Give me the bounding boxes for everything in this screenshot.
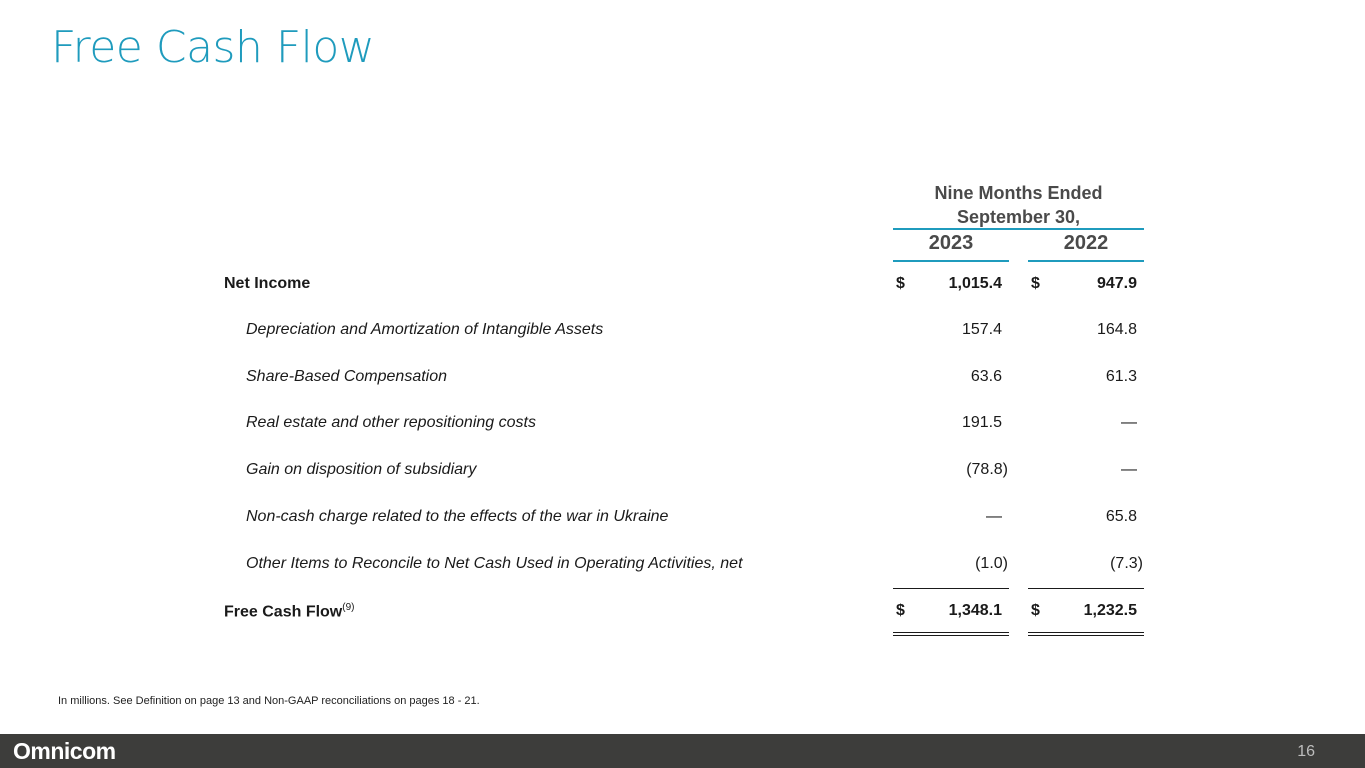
- column-group-header: [893, 181, 1144, 229]
- currency-symbol: $: [896, 602, 905, 619]
- value-2022: 65.8: [1105, 508, 1137, 525]
- footnote: In millions. See Definition on page 13 and Non-GAAP reconciliations on pages 18 - 21.: [58, 695, 480, 707]
- subtotal-rule-2022: [1028, 588, 1144, 589]
- footer-bar: [0, 734, 1365, 768]
- value-2022: 164.8: [1096, 321, 1137, 338]
- value-2022: 947.9: [1096, 275, 1137, 292]
- value-2023: (1.0): [975, 555, 1008, 572]
- total-value-2022: 1,232.5: [1083, 602, 1137, 619]
- page-number: 16: [1297, 743, 1315, 760]
- year-header-2023: 2023: [928, 232, 974, 254]
- row-label-non-cash-ukraine: Non-cash charge related to the effects of the war in Ukraine: [246, 508, 669, 525]
- total-value-2023: 1,348.1: [948, 602, 1002, 619]
- year-rule-2022: [1028, 260, 1144, 262]
- value-2022: 61.3: [1105, 368, 1137, 385]
- column-group-header-line1: Nine Months Ended: [934, 183, 1103, 203]
- row-label-free-cash-flow: Free Cash Flow$^{(9)}$: [224, 602, 355, 621]
- row-label-net-income: Net Income: [224, 275, 311, 292]
- subtotal-rule-2023: [893, 588, 1009, 589]
- total-double-rule-2022: [1028, 635, 1144, 636]
- value-2022: —: [1121, 461, 1137, 478]
- value-2023: 63.6: [970, 368, 1002, 385]
- row-label-other-items: Other Items to Reconcile to Net Cash Used in Operating Activities, net: [246, 555, 743, 572]
- page-title: Free Cash Flow: [51, 22, 375, 73]
- currency-symbol: $: [1031, 275, 1040, 292]
- year-rule-2023: [893, 260, 1009, 262]
- currency-symbol: $: [1031, 602, 1040, 619]
- year-header-2022: 2022: [1063, 232, 1109, 254]
- column-group-header-line2: September 30,: [956, 207, 1081, 227]
- total-double-rule-2023: [893, 635, 1009, 636]
- value-2023: 1,015.4: [948, 275, 1002, 292]
- row-label-gain-disposition: Gain on disposition of subsidiary: [246, 461, 477, 478]
- row-label-depreciation: Depreciation and Amortization of Intangible Assets: [246, 321, 604, 338]
- value-2023: (78.8): [966, 461, 1008, 478]
- value-2023: 191.5: [961, 414, 1002, 431]
- row-label-share-based-comp: Share-Based Compensation: [246, 368, 448, 385]
- header-rule: [893, 228, 1144, 230]
- value-2022: (7.3): [1110, 555, 1143, 572]
- currency-symbol: $: [896, 275, 905, 292]
- total-double-rule-2023: [893, 632, 1009, 633]
- value-2023: —: [986, 508, 1002, 525]
- value-2022: —: [1121, 414, 1137, 431]
- row-label-real-estate: Real estate and other repositioning costs: [246, 414, 536, 431]
- footnote-ref: (9): [342, 602, 355, 613]
- value-2023: 157.4: [961, 321, 1002, 338]
- omnicom-logo: Omnicom: [13, 738, 116, 764]
- total-double-rule-2022: [1028, 632, 1144, 633]
